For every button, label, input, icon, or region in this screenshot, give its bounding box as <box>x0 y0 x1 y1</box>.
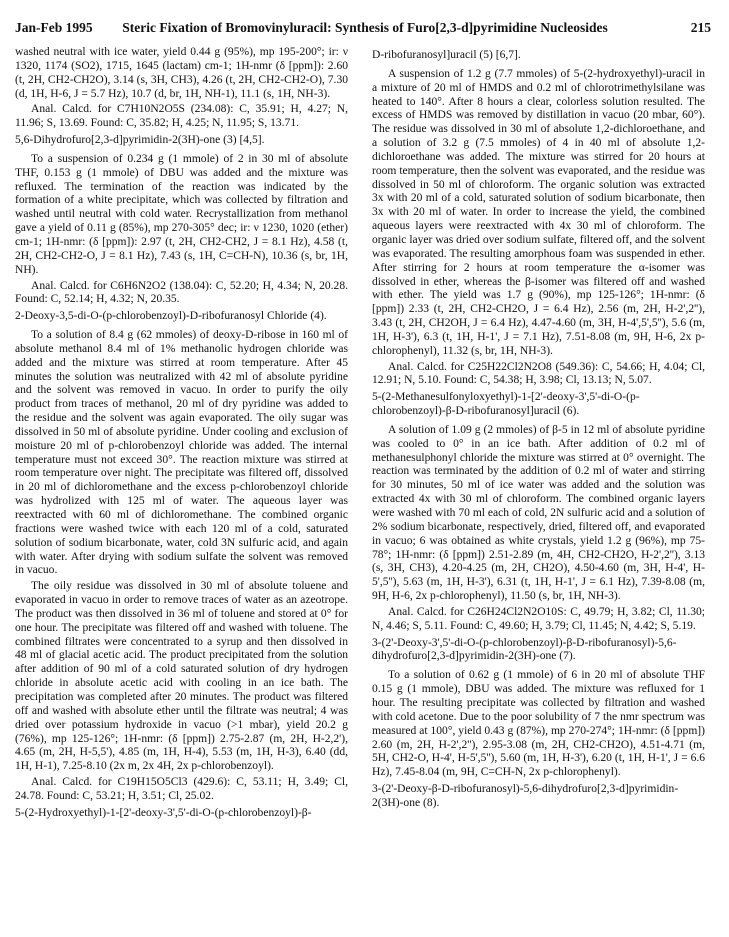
paragraph: Anal. Calcd. for C6H6N2O2 (138.04): C, 52.20; H, 4.34; N, 20.28. Found: C, 52.14; H, 4.32; N, 20.35. <box>15 279 348 306</box>
section-heading: 5-(2-Methanesulfonyloxyethyl)-1-[2'-deoxy-3',5'-di-O-(p-chlorobenzoyl)-β-D-ribofuranosyl]uracil (6). <box>372 391 640 418</box>
paragraph: A suspension of 1.2 g (7.7 mmoles) of 5-(2-hydroxyethyl)-uracil in a mixture of 20 ml of HMDS and 0.2 ml of chlorotrimethylsilane was heated to 140°. After 8 hours a clear, colorless solution resulted. The excess of HMDS was removed by distillation in vacuo (20 mbar, 60°). The residue was dissolved in 30 ml of absolute 1,2-dichloroethane, and a solution of 3.2 g (7.5 mmoles) of 4 in 40 ml of absolute 1,2-dichloroethane was added. The mixture was stirred for 20 hours at room temperature, then the solvent was evaporated, and the residue was dissolved in 50 ml of chloroform. The organic solution was extracted 3x with 20 ml of a cold, saturated solution of sodium bicarbonate, then 3x with 20 ml of water. In order to increase the yield, the combined aqueous layers were reextracted with 4x 30 ml of chloroform. The organic layer was dried over sodium sulfate, filtered off, and the solvent was evaporated. The resulting amorphous foam was suspended in ether. After stirring for 2 hours at room temperature the α-isomer was dissolved in ether, whereas the β-isomer was filtered off and washed with ether. The yield was 1.7 g (90%), mp 125-126°; 1H-nmr: (δ [ppm]) 2.33 (t, 2H, CH2-CH2O, J = 6.4 Hz), 2.56 (m, 2H, H-2',2''), 3.43 (t, 2H, CH2OH, J = 6.4 Hz), 4.47-4.60 (m, 3H, H-4',5',5''), 5.6 (m, 1H, H-3'), 6.3 (t, 1H, H-1', J = 7.1 Hz), 7.51-8.08 (m, 9H, H-6, 2x p-chlorophenyl), 11.32 (s, br, 1H, NH-3). <box>372 67 705 357</box>
section-heading: 3-(2'-Deoxy-3',5'-di-O-(p-chlorobenzoyl)-β-D-ribofuranosyl)-5,6-dihydrofuro[2,3-d]pyrimidin-2(3H)-one (7). <box>372 636 677 663</box>
paragraph: To a solution of 0.62 g (1 mmole) of 6 in 20 ml of absolute THF 0.15 g (1 mmole), DBU was added. The mixture was refluxed for 1 hour. The resulting precipitate was collected by filtration and washed with cold acetone. Due to the poor solubility of 7 the nmr spectrum was measured at 100°, yield 0.43 g (87%), mp 270-274°; 1H-nmr: (δ [ppm]) 2.60 (m, 2H, H-2',2''), 2.95-3.08 (m, 2H, CH2-CH2O), 4.51-4.71 (m, 5H, CH2-O, H-4', H-5',5''), 5.60 (m, 1H, H-3'), 6.20 (t, 1H, H-1', J = 6.6 Hz), 7.45-8.04 (m, 9H, C=CH-N, 2x p-chlorophenyl). <box>372 669 705 779</box>
left-column <box>15 46 348 926</box>
paragraph: A solution of 1.09 g (2 mmoles) of β-5 in 12 ml of absolute pyridine was cooled to 0° in an ice bath. After addition of 0.2 ml of methanesulphonyl chloride the mixture was stirred at 0° overnight. The reaction was terminated by the addition of 0.2 ml of water and stirring for 30 minutes, 50 ml of ice water was added and the solution was extracted 4x with 30 ml of chloroform. The combined organic layers were washed with 70 ml each of cold, 2N sulfuric acid and a solution of 2% sodium bicarbonate, respectively, dried, filtered off, and evaporated in vacuo; 6 was obtained as white crystals, yield 1.2 g (96%), mp 75-78°; 1H-nmr: (δ [ppm]) 2.51-2.89 (m, 4H, CH2-CH2O, H-2',2''), 3.13 (s, 3H, CH3), 4.20-4.25 (m, 2H, CH2O), 4.50-4.60 (m, 3H, H-4', H-5',5''), 5.63 (m, 1H, H-3'), 6.31 (t, 1H, H-1', J = 6.1 Hz), 7.39-8.08 (m, 9H, H-6, 2x p-chlorophenyl), 11.50 (s, br, 1H, NH-3). <box>372 423 705 603</box>
paragraph: The oily residue was dissolved in 30 ml of absolute toluene and evaporated in vacuo in order to remove traces of water as an azeotrope. The product was then dissolved in 36 ml of toluene and stored at 0° for one hour. The precipitate was filtered off and washed with toluene. The combined filtrates were concentrated to a syrup and then dissolved in 48 ml of glacial acetic acid. The product precipitated from the solution after addition of 90 ml of a cold saturated solution of dry hydrogen chloride in absolute acetic acid with cooling in an ice bath. The precipitation was completed after 20 minutes. The product was filtered off and washed with absolute ether until the filtrate was neutral; 4 was dried over potassium hydroxide in vacuo (>1 mbar), yield 20.2 g (76%), mp 125-126°; 1H-nmr: (δ [ppm]) 2.75-2.87 (m, 2H, H-2,2'), 4.65 (m, 2H, H-5,5'), 4.85 (m, 1H, H-4), 5.53 (m, 1H, H-3), 6.40 (dd, 1H, H-1), 7.25-8.10 (2x m, 2x 4H, 2x p-chlorobenzoyl). <box>15 580 348 773</box>
running-head-date: Jan-Feb 1995 <box>15 20 93 35</box>
paragraph: To a suspension of 0.234 g (1 mmole) of 2 in 30 ml of absolute THF, 0.153 g (1 mmole) of DBU was added and the mixture was refluxed. The termination of the reaction was indicated by the formation of a white precipitate, which was collected by filtration and washed until neutral with cold water. Recrystallization from methanol gave a yield of 0.11 g (85%), mp 270-305° dec; ir: ν 1230, 1020 (ether) cm-1; 1H-nmr: (δ [ppm]): 2.97 (t, 2H, CH2-CH2, J = 8.1 Hz), 4.58 (t, 2H, CH2-CH2-O, J = 8.1 Hz), 7.43 (s, 1H, C=CH-N), 10.36 (s, br, 1H, NH). <box>15 152 348 276</box>
paragraph: washed neutral with ice water, yield 0.44 g (95%), mp 195-200°; ir: ν 1320, 1174 (SO2), 1715, 1645 (lactam) cm-1; 1H-nmr (δ [ppm]): 2.60 (t, 2H, CH2-CH2O), 3.14 (s, 3H, CH3), 4.26 (t, 2H, CH2-CH2-O), 7.30 (d, 1H, H-6, J = 5.7 Hz), 10.7 (d, br, 1H, NH-1), 11.1 (s, 1H, NH-3). <box>15 46 348 100</box>
section-heading: 5-(2-Hydroxyethyl)-1-[2'-deoxy-3',5'-di-O-(p-chlorobenzoyl)-β- <box>15 806 312 819</box>
section-heading: 3-(2'-Deoxy-β-D-ribofuranosyl)-5,6-dihydrofuro[2,3-d]pyrimidin-2(3H)-one (8). <box>372 783 679 809</box>
paragraph: Anal. Calcd. for C26H24Cl2N2O10S: C, 49.79; H, 3.82; Cl, 11.30; N, 4.46; S, 5.11. Found: C, 49.60; H, 3.79; Cl, 11.45; N, 4.42; S, 5.19. <box>372 605 705 632</box>
right-column <box>372 46 705 926</box>
paragraph: Anal. Calcd. for C19H15O5Cl3 (429.6): C, 53.11; H, 3.49; Cl, 24.78. Found: C, 53.21; H, 3.51; Cl, 25.02. <box>15 776 348 802</box>
section-heading: 2-Deoxy-3,5-di-O-(p-chlorobenzoyl)-D-ribofuranosyl Chloride (4). <box>15 310 327 323</box>
section-heading: 5,6-Dihydrofuro[2,3-d]pyrimidin-2(3H)-one (3) [4,5]. <box>15 134 265 147</box>
paragraph: To a solution of 8.4 g (62 mmoles) of deoxy-D-ribose in 160 ml of absolute methanol 8.4 ml of 1% methanolic hydrogen chloride was added and the mixture was stirred at room temperature. After 45 minutes the solution was neutralized with 42 ml of absolute pyridine and the solvent was removed in vacuo. In order to purify the oily product from traces of methanol, 20 ml of dry pyridine was added to the residue and the solvent was again evaporated. The oily sugar was dissolved in 50 ml of absolute pyridine. Under cooling and exclusion of moisture 20 ml of p-chlorobenzoyl chloride was added. The internal temperature must not exceed 30°. The reaction mixture was stirred at room temperature over night. The precipitate was filtered off, dissolved in 20 ml of dichloromethane and the excess p-chlorobenzoyl chloride was hydrolized with 125 ml of water. The aqueous layer was reextracted with 60 ml of dichloromethane. The combined organic fractions were washed twice with each 120 ml of a cold, saturated solution of sodium bicarbonate, water, cold 3N sulfuric acid, and again with water. After drying with sodium sulfate the solvent was removed in vacuo. <box>15 329 348 577</box>
running-head-title: Steric Fixation of Bromovinyluracil: Synthesis of Furo[2,3-d]pyrimidine Nucleosides <box>122 20 608 35</box>
section-heading: D-ribofuranosyl]uracil (5) [6,7]. <box>372 49 521 61</box>
paragraph: Anal. Calcd. for C7H10N2O5S (234.08): C, 35.91; H, 4.27; N, 11.96; S, 13.69. Found: C, 35.82; H, 4.25; N, 11.95; S, 13.71. <box>15 103 348 130</box>
page-number: 215 <box>690 20 711 35</box>
paragraph: Anal. Calcd. for C25H22Cl2N2O8 (549.36): C, 54.66; H, 4.04; Cl, 12.91; N, 5.10. Found: C, 54.38; H, 3.98; Cl, 13.13; N, 5.07. <box>372 360 705 387</box>
